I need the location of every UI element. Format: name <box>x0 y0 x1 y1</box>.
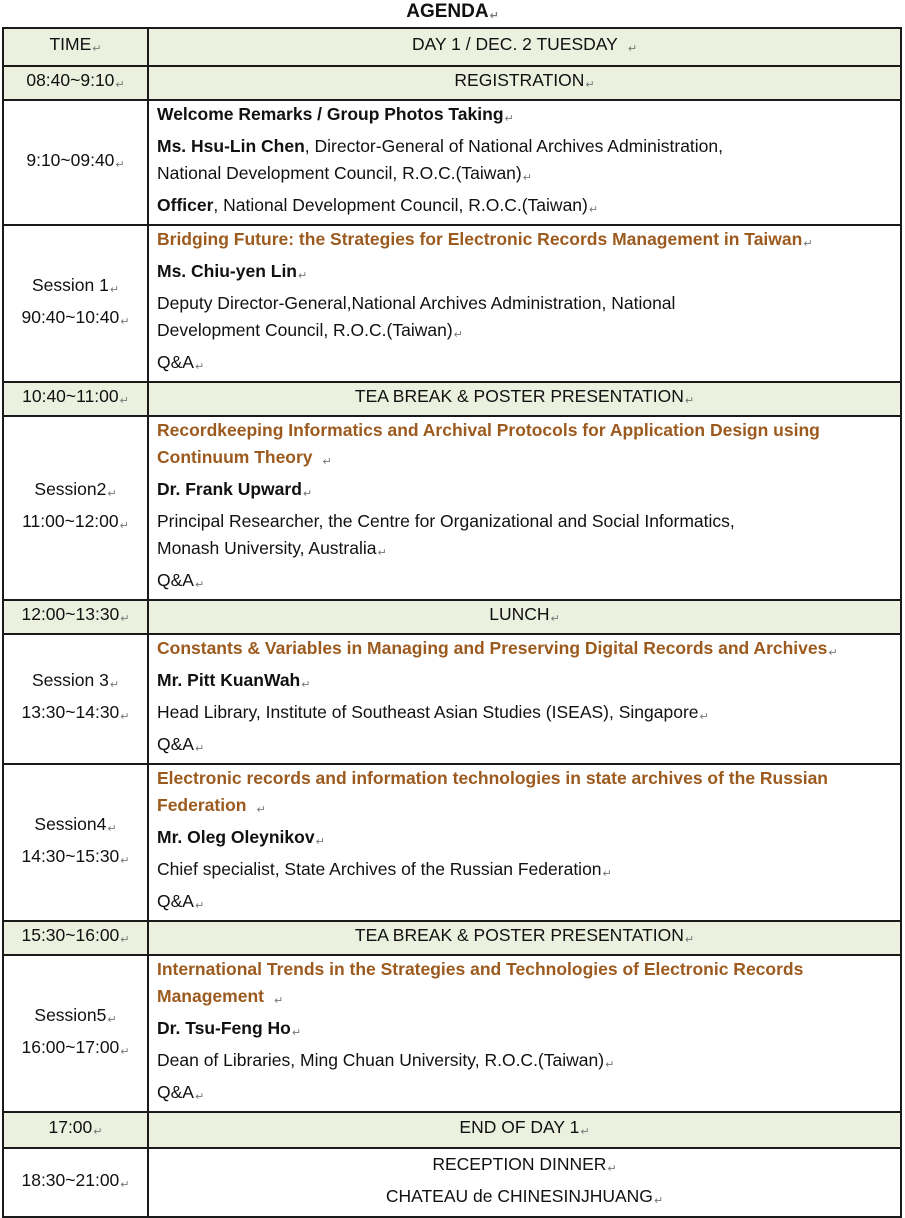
table-row <box>3 1148 901 1217</box>
table-row <box>3 1112 901 1148</box>
reception-cell: RECEPTION DINNER↵ CHATEAU de CHINESINJHUANG↵ <box>148 1148 901 1217</box>
table-row <box>3 921 901 955</box>
session-content-cell: Bridging Future: the Strategies for Electronic Records Management in Taiwan↵ Ms. Chiu-yen Lin↵ Deputy Director-General,National Archives Administration, National Development Council, R.O.C.(Taiwan)↵ Q&A↵ <box>148 225 901 382</box>
page-title: AGENDA↵ <box>406 1 499 22</box>
table-row <box>3 66 901 100</box>
speaker-name: Ms. Hsu-Lin Chen <box>157 136 305 156</box>
session-content-cell: International Trends in the Strategies and Technologies of Electronic Records Management ↵ Dr. Tsu-Feng Ho↵ Dean of Libraries, Ming Chuan University, R.O.C.(Taiwan)↵ Q&A↵ <box>148 955 901 1112</box>
session-content-cell: Constants & Variables in Managing and Preserving Digital Records and Archives↵ Mr. Pitt KuanWah↵ Head Library, Institute of Southeast Asian Studies (ISEAS), Singapore↵ Q&A↵ <box>148 634 901 764</box>
time-cell: 9:10~09:40↵ <box>3 100 148 225</box>
session-topic: International Trends in the Strategies and Technologies of Electronic Records <box>157 959 804 979</box>
time-cell: 12:00~13:30↵ <box>3 600 148 634</box>
table-row <box>3 416 901 600</box>
time-cell: 15:30~16:00↵ <box>3 921 148 955</box>
welcome-cell: Welcome Remarks / Group Photos Taking↵ Ms. Hsu-Lin Chen, Director-General of National Archives Administration, National Development Council, R.O.C.(Taiwan)↵ Officer, National Development Council, R.O.C.(Taiwan)↵ <box>148 100 901 225</box>
table-row <box>3 764 901 921</box>
agenda-table <box>2 27 902 1218</box>
table-row <box>3 382 901 416</box>
break-cell: TEA BREAK & POSTER PRESENTATION↵ <box>148 382 901 416</box>
speaker-name: Dr. Tsu-Feng Ho <box>157 1018 291 1038</box>
time-cell: 10:40~11:00↵ <box>3 382 148 416</box>
session-label-cell: Session 3↵ 13:30~14:30↵ <box>3 634 148 764</box>
paragraph-mark: ↵ <box>489 10 499 22</box>
session-label-cell: Session4↵ 14:30~15:30↵ <box>3 764 148 921</box>
table-header-row <box>3 28 901 66</box>
session-content-cell: Recordkeeping Informatics and Archival Protocols for Application Design using Continuum Theory ↵ Dr. Frank Upward↵ Principal Researcher, the Centre for Organizational and Social Informatics, Monash University, Australia↵ Q&A↵ <box>148 416 901 600</box>
day-header: DAY 1 / DEC. 2 TUESDAY ↵ <box>148 28 901 66</box>
session-label-cell: Session5↵ 16:00~17:00↵ <box>3 955 148 1112</box>
session-topic: Recordkeeping Informatics and Archival Protocols for Application Design using <box>157 420 820 440</box>
lunch-cell: LUNCH↵ <box>148 600 901 634</box>
session-label-cell: Session 1↵ 90:40~10:40↵ <box>3 225 148 382</box>
table-row <box>3 225 901 382</box>
table-row <box>3 100 901 225</box>
time-cell: 08:40~9:10↵ <box>3 66 148 100</box>
session-topic: Electronic records and information technologies in state archives of the Russian <box>157 768 828 788</box>
welcome-title: Welcome Remarks / Group Photos Taking <box>157 104 504 124</box>
break-cell: TEA BREAK & POSTER PRESENTATION↵ <box>148 921 901 955</box>
speaker-name: Officer <box>157 195 214 215</box>
table-row <box>3 600 901 634</box>
table-row <box>3 634 901 764</box>
time-header: TIME↵ <box>3 28 148 66</box>
speaker-name: Mr. Oleg Oleynikov <box>157 827 315 847</box>
registration-cell: REGISTRATION↵ <box>148 66 901 100</box>
session-topic: Management <box>157 986 264 1006</box>
session-label-cell: Session2↵ 11:00~12:00↵ <box>3 416 148 600</box>
session-topic: Bridging Future: the Strategies for Electronic Records Management in Taiwan <box>157 229 803 249</box>
end-cell: END OF DAY 1↵ <box>148 1112 901 1148</box>
session-topic: Constants & Variables in Managing and Preserving Digital Records and Archives <box>157 638 828 658</box>
session-topic: Federation <box>157 795 247 815</box>
speaker-name: Mr. Pitt KuanWah <box>157 670 301 690</box>
table-row <box>3 955 901 1112</box>
time-cell: 18:30~21:00↵ <box>3 1148 148 1217</box>
session-topic: Continuum Theory <box>157 447 313 467</box>
speaker-name: Ms. Chiu-yen Lin <box>157 261 297 281</box>
time-cell: 17:00↵ <box>3 1112 148 1148</box>
speaker-name: Dr. Frank Upward <box>157 479 302 499</box>
session-content-cell: Electronic records and information technologies in state archives of the Russian Federation ↵ Mr. Oleg Oleynikov↵ Chief specialist, State Archives of the Russian Federation↵ Q&A↵ <box>148 764 901 921</box>
